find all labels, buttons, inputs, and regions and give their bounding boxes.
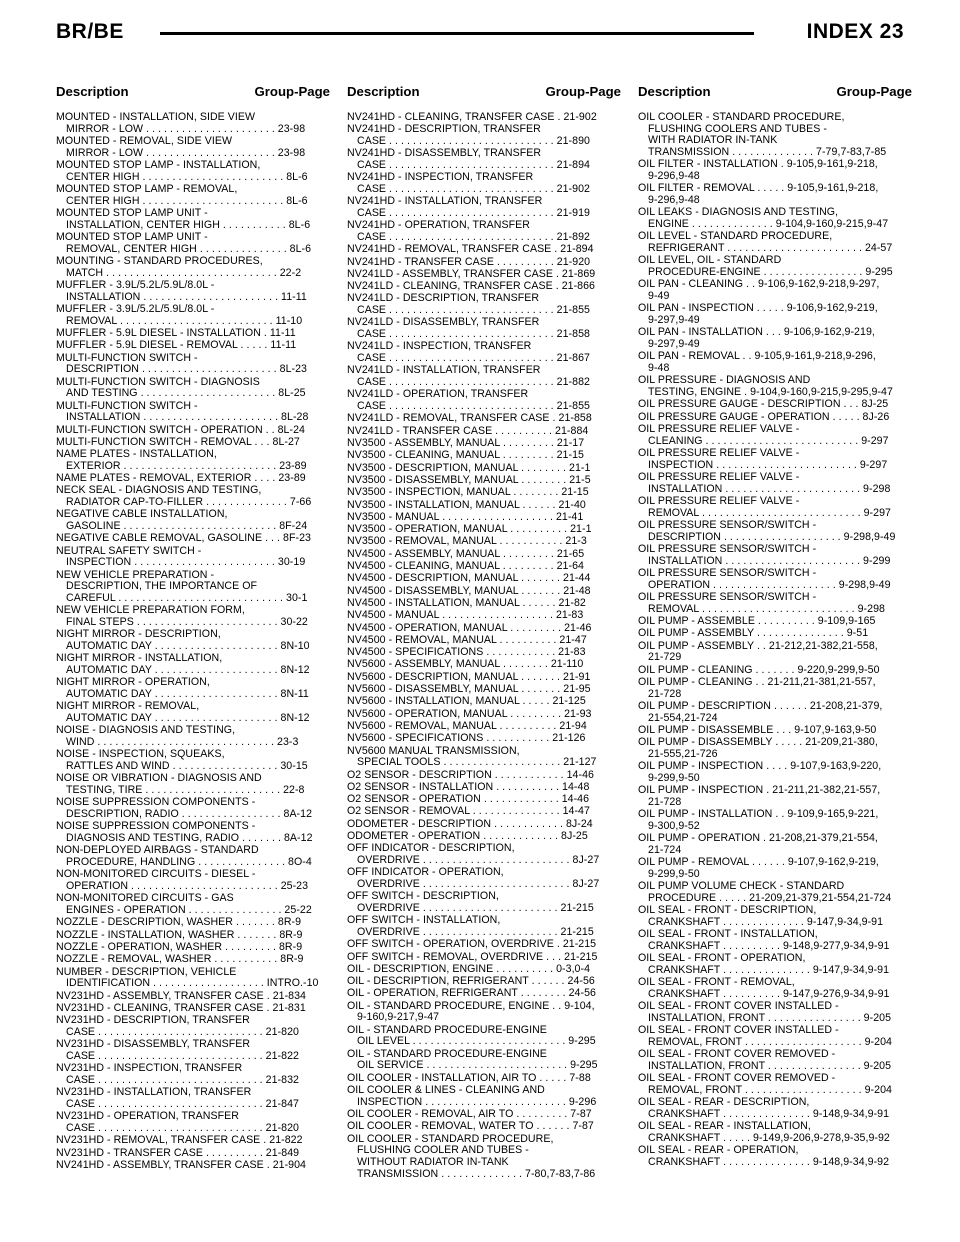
index-entry: NV4500 - SPECIFICATIONS . . . . . . . . . . . . 21-83 [347,646,586,659]
index-entry: OIL PAN - REMOVAL . . 9-105,9-161,9-218,9-296, 9-48 [638,350,876,375]
index-entry: NV241HD - OPERATION, TRANSFER CASE . . . . . . . . . . . . . . . . . . . . . . . . . . . . 21-892 [347,219,590,243]
index-entry: NON-MONITORED CIRCUITS - GAS ENGINES - OPERATION . . . . . . . . . . . . . . . . 25-22 [56,892,312,917]
index-entry: NV5600 MANUAL TRANSMISSION, SPECIAL TOOLS . . . . . . . . . . . . . . . . . . . . 21-127 [347,744,597,769]
index-entry: NEW VEHICLE PREPARATION - DESCRIPTION, THE IMPORTANCE OF CAREFUL . . . . . . . . . . . . . . . . . . . . . . . . . . . . 30-1 [56,568,308,605]
index-entry: NV4500 - ASSEMBLY, MANUAL . . . . . . . . . 21-65 [347,547,585,560]
index-entry: NV5600 - REMOVAL, MANUAL . . . . . . . . . . 21-94 [347,719,587,732]
index-entry: MULTI-FUNCTION SWITCH - DIAGNOSIS AND TESTING . . . . . . . . . . . . . . . . . . . . . . . 8L-25 [56,375,306,400]
index-entry: NV231HD - OPERATION, TRANSFER CASE . . . . . . . . . . . . . . . . . . . . . . . . . . . . 21-820 [56,1110,299,1134]
index-entry: NOZZLE - DESCRIPTION, WASHER . . . . . . . 8R-9 [56,916,302,929]
index-entry: OIL SEAL - FRONT - INSTALLATION, CRANKSHAFT . . . . . . . . . . 9-148,9-277,9-34,9-91 [638,928,890,952]
index-entry: NOISE SUPPRESSION COMPONENTS - DESCRIPTION, RADIO . . . . . . . . . . . . . . . . . 8A-12 [56,796,313,821]
index-entry: OIL COOLER & LINES - CLEANING AND INSPECTION . . . . . . . . . . . . . . . . . . . . . . . . 9-296 [347,1084,597,1108]
index-entry: OIL SEAL - FRONT COVER REMOVED - REMOVAL, FRONT . . . . . . . . . . . . . . . . . . . . 9-204 [638,1072,892,1096]
index-entry: OIL PUMP - ASSEMBLE . . . . . . . . . . 9-109,9-165 [638,615,876,627]
index-entry: OIL PUMP - OPERATION . 21-208,21-379,21-554, 21-724 [638,832,878,856]
index-entry: NON-DEPLOYED AIRBAGS - STANDARD PROCEDURE, HANDLING . . . . . . . . . . . . . . . 8O-4 [56,844,312,869]
index-entry: OIL PRESSURE - DIAGNOSIS AND TESTING, ENGINE . 9-104,9-160,9-215,9-295,9-47 [638,374,893,399]
index-entry: NEGATIVE CABLE REMOVAL, GASOLINE . . . 8F-23 [56,532,311,545]
index-entry: NV4500 - OPERATION, MANUAL . . . . . . . . . 21-46 [347,621,592,634]
index-entry: OIL SEAL - FRONT - OPERATION, CRANKSHAFT . . . . . . . . . . . . . . . 9-147,9-34,9-91 [638,952,890,976]
index-entry: OIL PUMP VOLUME CHECK - STANDARD PROCEDURE . . . . . 21-209,21-379,21-554,21-724 [638,880,892,904]
index-entry: NEGATIVE CABLE INSTALLATION, GASOLINE . . . . . . . . . . . . . . . . . . . . . . . . . . 8F-24 [56,508,308,533]
index-entry: OIL COOLER - STANDARD PROCEDURE, FLUSHING COOLERS AND TUBES - WITH RADIATOR IN-TANK TRANSMISSION . . . . . . . . . . . . . . 7-79,7-83,7-85 [638,111,887,159]
index-entry: OIL PUMP - CLEANING . . . . . . . 9-220,9-299,9-50 [638,663,880,676]
index-entry: NV241HD - REMOVAL, TRANSFER CASE . 21-894 [347,243,594,256]
index-entry: OIL PAN - INSPECTION . . . . . 9-106,9-162,9-219, 9-297,9-49 [638,302,878,327]
index-entry: OFF SWITCH - OPERATION, OVERDRIVE . 21-215 [347,938,597,951]
index-entries [56,112,330,1172]
index-entry: NV3500 - REMOVAL, MANUAL . . . . . . . . . . . 21-3 [347,535,587,548]
index-entry: NECK SEAL - DIAGNOSIS AND TESTING, RADIATOR CAP-TO-FILLER . . . . . . . . . . . . . . 7-66 [56,484,312,509]
index-entry: NOISE - DIAGNOSIS AND TESTING, WIND . . . . . . . . . . . . . . . . . . . . . . . . . . . . . . 23-3 [56,724,299,749]
index-entry: OIL SEAL - FRONT COVER REMOVED - INSTALLATION, FRONT . . . . . . . . . . . . . . . . 9-205 [638,1048,892,1072]
index-entry: NV241LD - TRANSFER CASE . . . . . . . . . . 21-884 [347,424,589,437]
index-entry: OIL PUMP - DISASSEMBLY . . . . . 21-209,21-380, 21-555,21-726 [638,736,878,760]
index-entry: MUFFLER - 3.9L/5.2L/5.9L/8.0L - INSTALLATION . . . . . . . . . . . . . . . . . . . . . . . 11-11 [56,279,307,303]
index-entry: NV3500 - INSTALLATION, MANUAL . . . . . . 21-40 [347,498,586,511]
index-entry: MOUNTED STOP LAMP - REMOVAL, CENTER HIGH . . . . . . . . . . . . . . . . . . . . . . . . 8L-6 [56,183,308,207]
index-entry: OIL LEVEL - STANDARD PROCEDURE, REFRIGERANT . . . . . . . . . . . . . . . . . . . . . . . 24-57 [638,230,893,255]
index-entry: OIL SEAL - REAR - INSTALLATION, CRANKSHAFT . . . . . 9-149,9-206,9-278,9-35,9-92 [638,1120,890,1144]
index-entry: OIL PUMP - ASSEMBLY . . 21-212,21-382,21-558, 21-729 [638,639,878,664]
index-entries [638,112,912,1169]
index-entry: OIL COOLER - REMOVAL, WATER TO . . . . . . 7-87 [347,1120,594,1133]
page-label: INDEX 23 [806,20,904,43]
index-entry: NV231HD - INSTALLATION, TRANSFER CASE . . . . . . . . . . . . . . . . . . . . . . . . . . . . 21-847 [56,1086,299,1110]
index-entry: NV241HD - DESCRIPTION, TRANSFER CASE . . . . . . . . . . . . . . . . . . . . . . . . . . . . 21-890 [347,123,590,147]
index-entry: NV4500 - CLEANING, MANUAL . . . . . . . . . 21-64 [347,560,584,573]
index-entry: MOUNTED STOP LAMP - INSTALLATION, CENTER HIGH . . . . . . . . . . . . . . . . . . . . . . . . 8L-6 [56,159,308,183]
index-entry: OIL SEAL - FRONT COVER INSTALLED - REMOVAL, FRONT . . . . . . . . . . . . . . . . . . . . 9-204 [638,1024,892,1048]
index-entry: MUFFLER - 5.9L DIESEL - REMOVAL . . . . . 11-11 [56,339,297,352]
index-entry: MOUNTING - STANDARD PROCEDURES, MATCH . . . . . . . . . . . . . . . . . . . . . . . . . . . . . 22-2 [56,255,302,279]
index-entry: OIL PUMP - INSPECTION . 21-211,21-382,21-557, 21-728 [638,784,881,808]
index-entry: OIL PRESSURE SENSOR/SWITCH - REMOVAL . . . . . . . . . . . . . . . . . . . . . . . . . . 9-298 [638,591,885,615]
index-entry: OIL PRESSURE RELIEF VALVE - INSTALLATION . . . . . . . . . . . . . . . . . . . . . . . 9-298 [638,471,891,495]
index-entry: NAME PLATES - INSTALLATION, EXTERIOR . . . . . . . . . . . . . . . . . . . . . . . . . . 23-89 [56,448,307,472]
index-entry: NV241LD - ASSEMBLY, TRANSFER CASE . 21-869 [347,267,596,280]
index-entry: NOISE - INSPECTION, SQUEAKS, RATTLES AND WIND . . . . . . . . . . . . . . . . . . 30-15 [56,748,308,773]
index-entry: NOISE OR VIBRATION - DIAGNOSIS AND TESTING, TIRE . . . . . . . . . . . . . . . . . . . . . . . 22-8 [56,772,305,797]
index-entry: OIL PRESSURE GAUGE - OPERATION . . . . . 8J-26 [638,410,890,423]
index-entry: OIL LEVEL, OIL - STANDARD PROCEDURE-ENGINE . . . . . . . . . . . . . . . . . 9-295 [638,254,893,279]
index-entry: OIL SEAL - FRONT - DESCRIPTION, CRANKSHAFT . . . . . . . . . . . . . . 9-147,9-34,9-91 [638,904,884,928]
index-entry: NV4500 - DESCRIPTION, MANUAL . . . . . . . 21-44 [347,572,591,585]
group-page-heading: Group-Page [545,84,621,99]
index-entry: NEUTRAL SAFETY SWITCH - INSPECTION . . . . . . . . . . . . . . . . . . . . . . . . 30-19 [56,544,306,569]
index-entry: O2 SENSOR - INSTALLATION . . . . . . . . . . . 14-48 [347,780,590,793]
index-entry: MOUNTED - REMOVAL, SIDE VIEW MIRROR - LOW . . . . . . . . . . . . . . . . . . . . . . 23-98 [56,135,306,159]
index-entry: NV5600 - DESCRIPTION, MANUAL . . . . . . . 21-91 [347,670,591,683]
index-entry: MUFFLER - 5.9L DIESEL - INSTALLATION . 11-11 [56,327,296,339]
index-entry: NV241LD - DISASSEMBLY, TRANSFER CASE . . . . . . . . . . . . . . . . . . . . . . . . . . . . 21-858 [347,316,590,341]
index-entry: NIGHT MIRROR - REMOVAL, AUTOMATIC DAY . . . . . . . . . . . . . . . . . . . . . 8N-12 [56,700,310,725]
index-entry: NUMBER - DESCRIPTION, VEHICLE IDENTIFICATION . . . . . . . . . . . . . . . . . . . INTRO.-10 [56,965,319,990]
index-entry: OIL - DESCRIPTION, REFRIGERANT . . . . . . 24-56 [347,975,595,988]
column-header [56,84,330,112]
index-entry: MULTI-FUNCTION SWITCH - INSTALLATION . . . . . . . . . . . . . . . . . . . . . . . 8L-28 [56,399,309,424]
index-entry: OIL - STANDARD PROCEDURE-ENGINE OIL LEVEL . . . . . . . . . . . . . . . . . . . . . . . . . . 9-295 [347,1023,596,1048]
index-entry: NV3500 - CLEANING, MANUAL . . . . . . . . . 21-15 [347,449,584,462]
index-columns [56,84,912,1234]
index-entry: O2 SENSOR - REMOVAL . . . . . . . . . . . . . . . 14-47 [347,805,590,818]
index-entry: OIL PRESSURE SENSOR/SWITCH - INSTALLATION . . . . . . . . . . . . . . . . . . . . . . . 9-299 [638,543,891,567]
index-entry: OIL SEAL - REAR - DESCRIPTION, CRANKSHAFT . . . . . . . . . . . . . . . 9-148,9-34,9-91 [638,1096,890,1120]
index-entry: NV241HD - ASSEMBLY, TRANSFER CASE . 21-904 [56,1158,306,1171]
index-entry: OFF INDICATOR - DESCRIPTION, OVERDRIVE . . . . . . . . . . . . . . . . . . . . . . . . . 8J-27 [347,842,600,866]
index-column-1 [56,84,330,1234]
index-entry: NEW VEHICLE PREPARATION FORM, FINAL STEPS . . . . . . . . . . . . . . . . . . . . . . . . 30-22 [56,604,308,629]
index-entry: NV241HD - CLEANING, TRANSFER CASE . 21-902 [347,111,597,123]
index-entry: MULTI-FUNCTION SWITCH - DESCRIPTION . . . . . . . . . . . . . . . . . . . . . . . 8L-23 [56,351,307,376]
index-entry: NV5600 - SPECIFICATIONS . . . . . . . . . . . 21-126 [347,732,586,745]
index-entry: OIL SEAL - REAR - OPERATION, CRANKSHAFT . . . . . . . . . . . . . . . 9-148,9-34,9-92 [638,1144,890,1168]
index-entry: OIL PUMP - CLEANING . . 21-211,21-381,21-557, 21-728 [638,675,876,700]
index-entry: NV5600 - ASSEMBLY, MANUAL . . . . . . . . 21-110 [347,658,584,671]
index-entry: NV3500 - MANUAL . . . . . . . . . . . . . . . . . . . 21-41 [347,510,584,523]
index-entry: NOISE SUPPRESSION COMPONENTS - DIAGNOSIS AND TESTING, RADIO . . . . . . . 8A-12 [56,820,313,845]
index-entry: NV3500 - DESCRIPTION, MANUAL . . . . . . . . 21-1 [347,461,591,474]
index-entry: OIL FILTER - INSTALLATION . 9-105,9-161,9-218, 9-296,9-48 [638,158,878,183]
index-entry: OFF INDICATOR - OPERATION, OVERDRIVE . . . . . . . . . . . . . . . . . . . . . . . . . 8J-27 [347,866,600,890]
index-entry: OFF SWITCH - REMOVAL, OVERDRIVE . . . 21-215 [347,950,598,963]
index-entry: NOZZLE - REMOVAL, WASHER . . . . . . . . . . . 8R-9 [56,953,304,966]
index-entry: NV231HD - ASSEMBLY, TRANSFER CASE . 21-834 [56,989,306,1002]
index-entry: NV241LD - INSPECTION, TRANSFER CASE . . . . . . . . . . . . . . . . . . . . . . . . . . . . 21-867 [347,340,590,365]
index-entry: OIL PUMP - DESCRIPTION . . . . . . 21-208,21-379, 21-554,21-724 [638,699,883,724]
index-entry: OIL PUMP - DISASSEMBLE . . . 9-107,9-163,9-50 [638,723,877,736]
index-entry: MUFFLER - 3.9L/5.2L/5.9L/8.0L - REMOVAL . . . . . . . . . . . . . . . . . . . . . . . . . . 11-10 [56,303,303,327]
index-entry: NOZZLE - OPERATION, WASHER . . . . . . . . . 8R-9 [56,941,303,954]
page-header [56,20,904,54]
index-entry: MOUNTED - INSTALLATION, SIDE VIEW MIRROR - LOW . . . . . . . . . . . . . . . . . . . . . . 23-98 [56,111,306,135]
index-entry: OIL - STANDARD PROCEDURE, ENGINE . . 9-104, 9-160,9-217,9-47 [347,999,595,1024]
index-entry: OIL - STANDARD PROCEDURE-ENGINE OIL SERVICE . . . . . . . . . . . . . . . . . . . . . . . . 9-295 [347,1047,598,1072]
index-entry: OIL PRESSURE RELIEF VALVE - INSPECTION . . . . . . . . . . . . . . . . . . . . . . . . 9-297 [638,447,888,471]
index-entry: NV3500 - ASSEMBLY, MANUAL . . . . . . . . . 21-17 [347,437,585,450]
index-entries [347,112,621,1180]
index-entry: OIL LEAKS - DIAGNOSIS AND TESTING, ENGINE . . . . . . . . . . . . . . 9-104,9-160,9-215,9-47 [638,206,889,231]
index-entry: NON-MONITORED CIRCUITS - DIESEL - OPERATION . . . . . . . . . . . . . . . . . . . . . . . . . 25-23 [56,868,309,893]
index-entry: NV241HD - INSPECTION, TRANSFER CASE . . . . . . . . . . . . . . . . . . . . . . . . . . . . 21-902 [347,171,590,195]
index-entry: OIL COOLER - INSTALLATION, AIR TO . . . . . 7-88 [347,1071,591,1084]
index-entry: NV231HD - CLEANING, TRANSFER CASE . 21-831 [56,1001,306,1014]
group-page-heading: Group-Page [836,84,912,99]
index-entry: ODOMETER - DESCRIPTION . . . . . . . . . . . . 8J-24 [347,817,593,830]
index-entry: OIL PRESSURE GAUGE - DESCRIPTION . . . 8J-25 [638,398,889,411]
index-entry: OIL PRESSURE RELIEF VALVE - CLEANING . . . . . . . . . . . . . . . . . . . . . . . . . . 9-297 [638,423,889,447]
index-entry: NV241LD - CLEANING, TRANSFER CASE . 21-866 [347,280,596,293]
index-entry: OIL SEAL - FRONT COVER INSTALLED - INSTALLATION, FRONT . . . . . . . . . . . . . . . . 9-205 [638,1000,892,1024]
index-entry: NV241LD - OPERATION, TRANSFER CASE . . . . . . . . . . . . . . . . . . . . . . . . . . . . 21-855 [347,388,590,413]
index-entry: NV5600 - DISASSEMBLY, MANUAL . . . . . . . 21-95 [347,683,591,696]
index-entry: NV4500 - REMOVAL, MANUAL . . . . . . . . . . 21-47 [347,633,587,646]
index-entry: OIL PUMP - REMOVAL . . . . . . 9-107,9-162,9-219, 9-299,9-50 [638,856,879,880]
index-entry: OIL SEAL - FRONT - REMOVAL, CRANKSHAFT . . . . . . . . . . 9-147,9-276,9-34,9-91 [638,976,890,1000]
index-entry: NV5600 - INSTALLATION, MANUAL . . . . . 21-125 [347,695,586,708]
index-entry: NV231HD - DESCRIPTION, TRANSFER CASE . . . . . . . . . . . . . . . . . . . . . . . . . . . . 21-820 [56,1014,299,1038]
index-entry: OIL PUMP - INSPECTION . . . . 9-107,9-163,9-220, 9-299,9-50 [638,760,882,784]
index-entry: NV241HD - TRANSFER CASE . . . . . . . . . . 21-920 [347,255,591,268]
index-entry: NIGHT MIRROR - DESCRIPTION, AUTOMATIC DAY . . . . . . . . . . . . . . . . . . . . . 8N-10 [56,628,310,653]
index-entry: NIGHT MIRROR - OPERATION, AUTOMATIC DAY . . . . . . . . . . . . . . . . . . . . . 8N-11 [56,676,309,701]
index-entry: NAME PLATES - REMOVAL, EXTERIOR . . . . 23-89 [56,472,306,485]
index-entry: NV241LD - INSTALLATION, TRANSFER CASE . . . . . . . . . . . . . . . . . . . . . . . . . . . . 21-882 [347,364,590,389]
section-code: BR/BE [56,20,124,43]
index-entry: NV3500 - DISASSEMBLY, MANUAL . . . . . . . . 21-5 [347,473,591,486]
index-entry: NIGHT MIRROR - INSTALLATION, AUTOMATIC DAY . . . . . . . . . . . . . . . . . . . . . 8N-12 [56,652,310,677]
index-entry: NV231HD - DISASSEMBLY, TRANSFER CASE . . . . . . . . . . . . . . . . . . . . . . . . . . . . 21-822 [56,1038,299,1062]
index-entry: OIL PRESSURE SENSOR/SWITCH - DESCRIPTION . . . . . . . . . . . . . . . . . . . . 9-298,9-49 [638,519,896,543]
group-page-heading: Group-Page [254,84,330,99]
index-entry: MULTI-FUNCTION SWITCH - REMOVAL . . . 8L-27 [56,435,300,448]
index-entry: OFF SWITCH - INSTALLATION, OVERDRIVE . . . . . . . . . . . . . . . . . . . . . . . 21-215 [347,914,594,938]
description-heading: Description [347,84,420,99]
index-entry: NOZZLE - INSTALLATION, WASHER . . . . . . . 8R-9 [56,928,303,941]
index-entry: NV231HD - TRANSFER CASE . . . . . . . . . . 21-849 [56,1146,300,1159]
index-entry: OIL PRESSURE RELIEF VALVE - REMOVAL . . . . . . . . . . . . . . . . . . . . . . . . . . . 9-297 [638,495,891,519]
description-heading: Description [56,84,129,99]
header-rule [160,32,754,35]
index-entry: MOUNTED STOP LAMP UNIT - INSTALLATION, CENTER HIGH . . . . . . . . . . . 8L-6 [56,207,311,231]
index-entry: OIL PAN - INSTALLATION . . . 9-106,9-162,9-219, 9-297,9-49 [638,326,875,351]
index-entry: ODOMETER - OPERATION . . . . . . . . . . . . . 8J-25 [347,829,588,842]
index-entry: OIL PUMP - ASSEMBLY . . . . . . . . . . . . . . . 9-51 [638,627,869,640]
index-entry: NV241HD - DISASSEMBLY, TRANSFER CASE . . . . . . . . . . . . . . . . . . . . . . . . . . . . 21-894 [347,147,590,171]
index-entry: OFF SWITCH - DESCRIPTION, OVERDRIVE . . . . . . . . . . . . . . . . . . . . . . . 21-215 [347,890,594,914]
index-entry: OIL - DESCRIPTION, ENGINE . . . . . . . . . . 0-3,0-4 [347,962,591,975]
index-entry: MULTI-FUNCTION SWITCH - OPERATION . . 8L-24 [56,423,305,436]
index-entry: NV3500 - OPERATION, MANUAL . . . . . . . . . . 21-1 [347,523,592,536]
index-entry: NV231HD - REMOVAL, TRANSFER CASE . 21-822 [56,1134,303,1147]
column-header [638,84,912,112]
index-entry: NV241HD - INSTALLATION, TRANSFER CASE . . . . . . . . . . . . . . . . . . . . . . . . . . . . 21-919 [347,195,590,219]
index-entry: OIL COOLER - REMOVAL, AIR TO . . . . . . . . . 7-87 [347,1108,592,1121]
index-entry: NV3500 - INSPECTION, MANUAL . . . . . . . . 21-15 [347,486,589,499]
index-entry: O2 SENSOR - OPERATION . . . . . . . . . . . . . 14-46 [347,793,590,806]
index-entry: NV241LD - REMOVAL, TRANSFER CASE . 21-858 [347,412,592,425]
index-entry: OIL COOLER - STANDARD PROCEDURE, FLUSHING COOLER AND TUBES - WITHOUT RADIATOR IN-TANK TRANSMISSION . . . . . . . . . . . . . . 7-80,7-83,7-86 [347,1132,596,1180]
index-entry: OIL - OPERATION, REFRIGERANT . . . . . . . . 24-56 [347,987,596,1000]
index-column-3 [638,84,912,1234]
index-entry: NV4500 - MANUAL . . . . . . . . . . . . . . . . . . . 21-83 [347,609,584,622]
index-entry: OIL PAN - CLEANING . . 9-106,9-162,9-218,9-297, 9-49 [638,278,880,303]
index-entry: NV5600 - OPERATION, MANUAL . . . . . . . . . 21-93 [347,707,592,720]
column-header [347,84,621,112]
index-entry: O2 SENSOR - DESCRIPTION . . . . . . . . . . . . 14-46 [347,768,594,781]
index-entry: OIL PUMP - INSTALLATION . . 9-109,9-165,9-221, 9-300,9-52 [638,808,879,832]
index-entry: NV4500 - INSTALLATION, MANUAL . . . . . . 21-82 [347,596,586,609]
index-entry: OIL PRESSURE SENSOR/SWITCH - OPERATION . . . . . . . . . . . . . . . . . . . . . 9-298,9-49 [638,567,891,591]
index-entry: MOUNTED STOP LAMP UNIT - REMOVAL, CENTER HIGH . . . . . . . . . . . . . . . 8L-6 [56,231,312,255]
index-column-2 [347,84,621,1234]
index-entry: NV4500 - DISASSEMBLY, MANUAL . . . . . . . 21-48 [347,584,591,597]
index-entry: NV231HD - INSPECTION, TRANSFER CASE . . . . . . . . . . . . . . . . . . . . . . . . . . . . 21-832 [56,1062,299,1086]
description-heading: Description [638,84,711,99]
index-entry: OIL FILTER - REMOVAL . . . . . 9-105,9-161,9-218, 9-296,9-48 [638,182,879,207]
index-entry: NV241LD - DESCRIPTION, TRANSFER CASE . . . . . . . . . . . . . . . . . . . . . . . . . . . . 21-855 [347,292,590,317]
